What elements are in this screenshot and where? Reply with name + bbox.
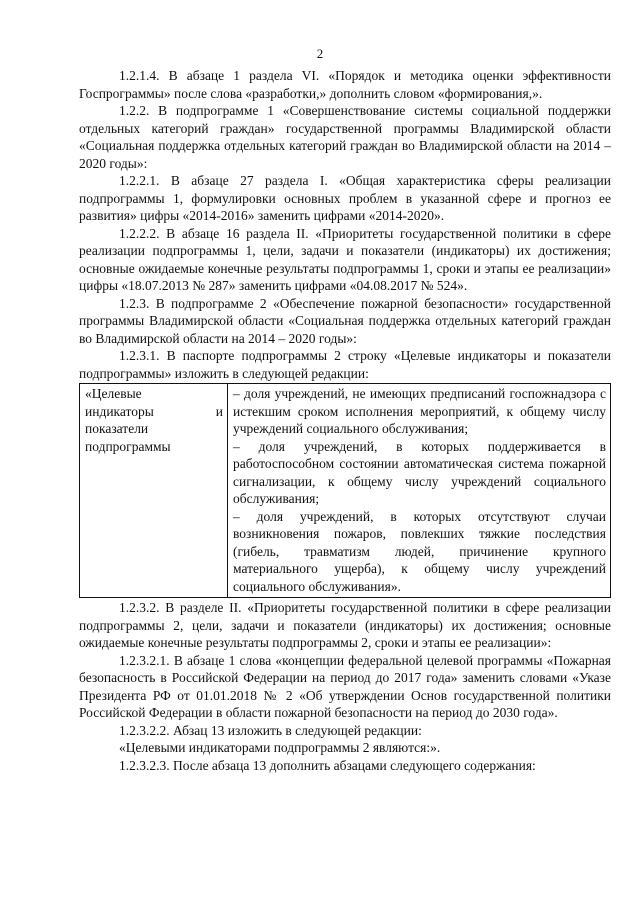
table-label-cell xyxy=(80,384,228,598)
label-line xyxy=(85,403,223,421)
label-line: подпрограммы xyxy=(85,438,171,454)
indicators-table xyxy=(79,383,611,598)
label-word: и xyxy=(215,403,223,419)
indicator-item: – доля учреждений, не имеющих предписаний госпожнадзора с истекшим сроком исполнения мероприятий, к общему числу учреждений социального обслуживания; xyxy=(233,386,606,436)
quoted-paragraph: «Целевыми индикаторами подпрограммы 2 являются:». xyxy=(119,740,441,755)
label-line: показатели xyxy=(85,421,149,436)
paragraph-1-2-3-1: 1.2.3.1. В паспорте подпрограммы 2 строку «Целевые индикаторы и показатели подпрограммы» изложить в следующей редакции: xyxy=(79,348,611,381)
paragraph-1-2-3-2-2: 1.2.3.2.2. Абзац 13 изложить в следующей редакции: xyxy=(119,722,422,738)
page-number: 2 xyxy=(316,46,324,61)
paragraph-1-2-2-1: 1.2.2.1. В абзаце 27 раздела I. «Общая характеристика сферы реализации подпрограммы 1, формулировки основных проблем в указанной сфере и прогноз ее развития» цифры «2014-2016» заменить цифрами «2014-2020». xyxy=(79,173,611,223)
paragraph-1-2-2-2: 1.2.2.2. В абзаце 16 раздела II. «Приоритеты государственной политики в сфере реализации подпрограммы 1, цели, задачи и показатели (индикаторы) их достижения; основные ожидаемые конечные результаты подпрограммы 1, сроки и этапы ее реализации» цифры «18.07.2013 № 287» заменить цифрами «04.08.2017 № 524». xyxy=(79,225,611,293)
paragraph-1-2-3-2-1: 1.2.3.2.1. В абзаце 1 слова «концепции федеральной целевой программы «Пожарная безопасность в Российской Федерации на период до 2017 года» заменить словами «Указе Президента РФ от 01.01.2018 № 2 «Об утверждении Основ государственной политики Российской Федерации в области пожарной безопасности на период до 2030 года». xyxy=(79,652,611,720)
label-line: «Целевые xyxy=(85,386,142,401)
table-row xyxy=(80,384,611,598)
paragraph-1-2-3: 1.2.3. В подпрограмме 2 «Обеспечение пожарной безопасности» государственной программы Владимирской области «Социальная поддержка отдельных категорий граждан во Владимирской области на 2014 – 2020 годы»: xyxy=(79,295,611,346)
paragraph-1-2-3-2-3: 1.2.3.2.3. После абзаца 13 дополнить абзацами следующего содержания: xyxy=(119,757,536,773)
indicator-item: – доля учреждений, в которых поддерживается в работоспособном состоянии автоматическая система пожарной сигнализации, к общему числу учреждений социального обслуживания; xyxy=(233,438,606,506)
paragraph-1-2-2: 1.2.2. В подпрограмме 1 «Совершенствование системы социальной поддержки отдельных категорий граждан» государственной программы Владимирской области «Социальная поддержка отдельных категорий граждан во Владимирской области на 2014 – 2020 годы»: xyxy=(79,103,611,171)
table-value-cell xyxy=(228,384,611,598)
paragraph-1-2-3-2: 1.2.3.2. В разделе II. «Приоритеты государственной политики в сфере реализации подпрограммы 2, цели, задачи и показатели (индикаторы) их достижения; основные ожидаемые конечные результаты подпрограммы 2, сроки и этапы ее реализации»: xyxy=(79,600,611,650)
label-word: индикаторы xyxy=(85,403,154,419)
paragraph-1-2-1-4: 1.2.1.4. В абзаце 1 раздела VI. «Порядок и методика оценки эффективности Госпрограммы» после слова «разработки,» дополнить словом «формирования,». xyxy=(79,68,611,101)
indicator-item: – доля учреждений, в которых отсутствуют случаи возникновения пожаров, повлекших тяжкие последствия (гибель, травматизм людей, причинение крупного материального ущерба), к общему числу учреждений социального обслуживания». xyxy=(233,508,606,594)
document-body xyxy=(79,67,611,774)
